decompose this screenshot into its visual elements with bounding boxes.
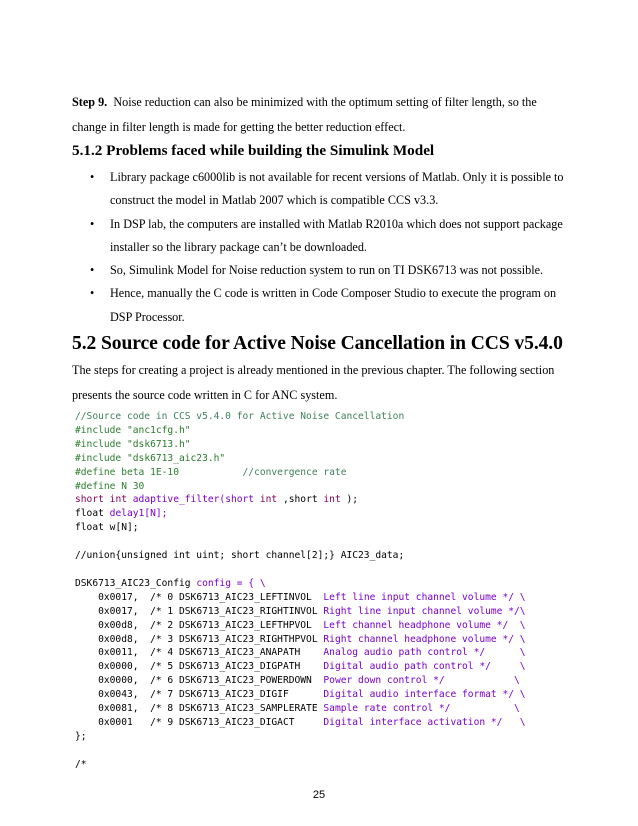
step9-text: Noise reduction can also be minimized with the optimum setting of filter length, so the change in filter length is made for getting the better reduction effect. [72,95,537,134]
list-item: • In DSP lab, the computers are installed with Matlab R2010a which does not support package installer so the library package can’t be downloaded. [72,213,568,260]
bullet-icon: • [90,263,95,278]
step9-paragraph [72,90,568,140]
section-intro: The steps for creating a project is already mentioned in the previous chapter. The following section presents the source code written in C for ANC system. [72,363,555,402]
bullet-icon: • [90,170,95,184]
bullet-icon: • [90,286,95,301]
source-code-block: //Source code in CCS v5.4.0 for Active Noise Cancellation #include "anc1cfg.h" #include "dsk6713.h" #include "dsk6713_aic23.h" #define beta 1E-10 //convergence rate #define N 30 short int adaptive_filter(short int ,short int ); float delay1[N]; float w[N]; //union{unsigned int uint; short channel[2];} AIC23_data; DSK6713_AIC23_Config config = { \ 0x0017, /* 0 DSK6713_AIC23_LEFTINVOL Left line input channel volume */ \ 0x0017, /* 1 DSK6713_AIC23_RIGHTINVOL Right line input channel volume */\ 0x00d8, /* 2 DSK6713_AIC23_LEFTHPVOL Left channel headphone volume */ \ 0x00d8, /* 3 DSK6713_AIC23_RIGHTHPVOL Right channel headphone volume */ \ 0x0011, /* 4 DSK6713_AIC23_ANAPATH Analog audio path control */ \ 0x0000, /* 5 DSK6713_AIC23_DIGPATH Digital audio path control */ \ 0x0000, /* 6 DSK6713_AIC23_POWERDOWN Power down control */ \ 0x0043, /* 7 DSK6713_AIC23_DIGIF Digital audio interface format */ \ 0x0081, /* 8 DSK6713_AIC23_SAMPLERATE Sample rate control */ \ 0x0001 /* 9 DSK6713_AIC23_DIGACT Digital interface activation */ \ }; /* [75,411,526,770]
section-title: 5.2 Source code for Active Noise Cancellation in CCS v5.4.0 [72,333,563,354]
list-item: • So, Simulink Model for Noise reduction system to run on TI DSK6713 was not possible. [72,259,568,282]
problems-list [72,166,568,329]
page-number: 25 [312,789,326,801]
list-item: • Library package c6000lib is not available for recent versions of Matlab. Only it is possible to construct the model in Matlab 2007 which is compatible CCS v3.3. [72,166,568,213]
list-item: • Hence, manually the C code is written in Code Composer Studio to execute the program on DSP Processor. [72,282,568,329]
step9-label: Step 9. [72,95,108,109]
bullet-icon: • [90,216,95,231]
subsection-title: 5.1.2 Problems faced while building the Simulink Model [72,142,435,159]
